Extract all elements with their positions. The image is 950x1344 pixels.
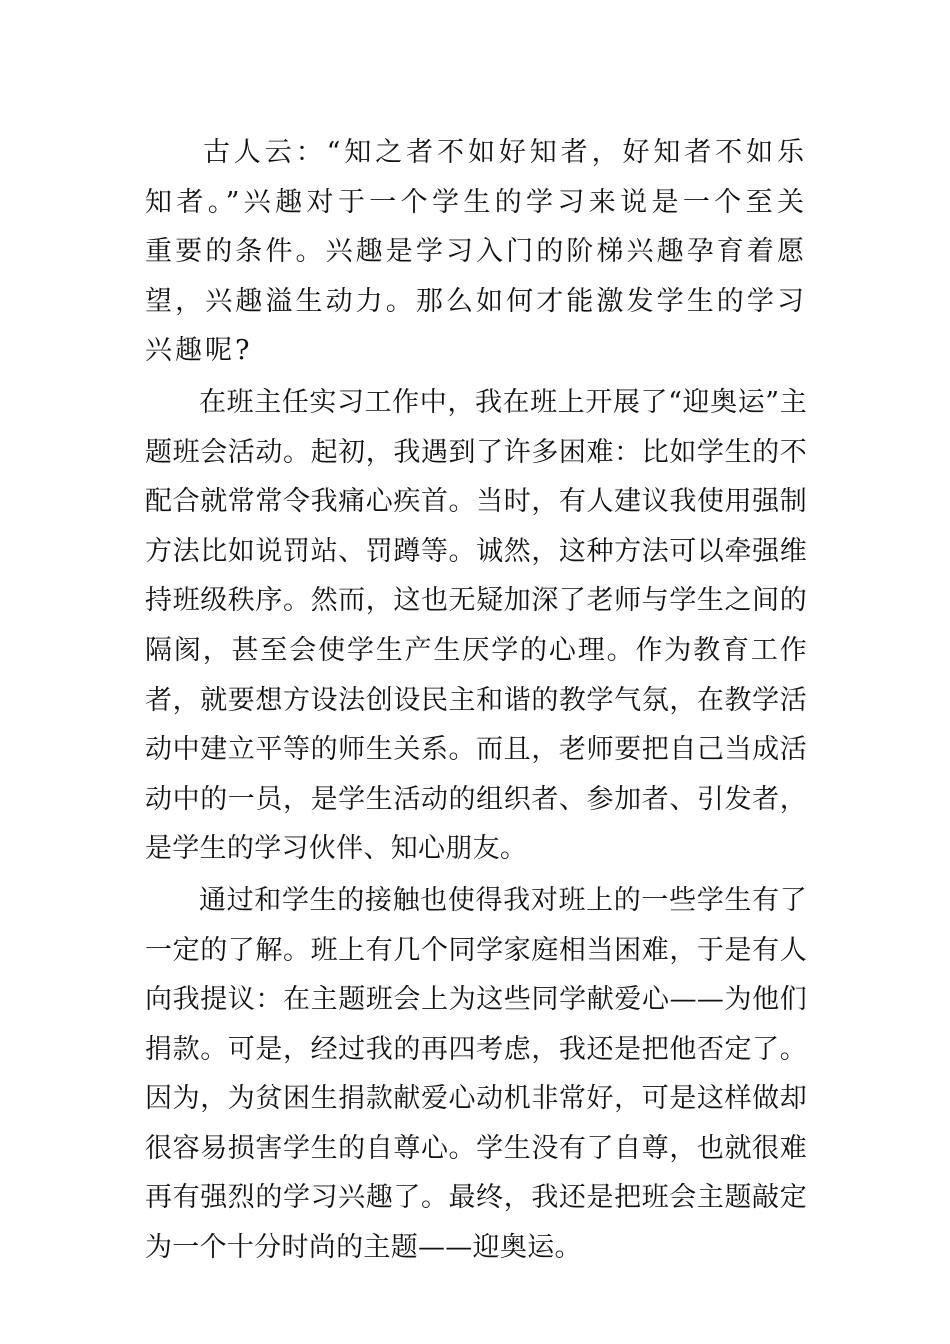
paragraph-2: 在班主任实习工作中，我在班上开展了“迎奥运”主题班会活动。起初，我遇到了许多困难：比如学生的不配合就常常令我痛心疾首。当时，有人建议我使用强制方法比如说罚站、罚蹲等。诚然，这种方法可以牵强维持班级秩序。然而，这也无疑加深了老师与学生之间的隔阂，甚至会使学生产生厌学的心理。作为教育工作者，就要想方设法创设民主和谐的教学气氛，在教学活动中建立平等的师生关系。而且，老师要把自己当成活动中的一员，是学生活动的组织者、参加者、引发者，是学生的学习伙伴、知心朋友。 bbox=[145, 386, 807, 865]
paragraph-1: 古人云：“知之者不如好知者，好知者不如乐知者。”兴趣对于一个学生的学习来说是一个至关重要的条件。兴趣是学习入门的阶梯兴趣孕育着愿望，兴趣溢生动力。那么如何才能激发学生的学习兴趣呢? bbox=[145, 137, 807, 367]
document-body bbox=[145, 128, 807, 1273]
paragraph-3: 通过和学生的接触也使得我对班上的一些学生有了一定的了解。班上有几个同学家庭相当困难，于是有人向我提议：在主题班会上为这些同学献爱心——为他们捐款。可是，经过我的再四考虑，我还是把他否定了。因为，为贫困生捐款献爱心动机非常好，可是这样做却很容易损害学生的自尊心。学生没有了自尊，也就很难再有强烈的学习兴趣了。最终，我还是把班会主题敲定为一个十分时尚的主题——迎奥运。 bbox=[145, 884, 807, 1264]
